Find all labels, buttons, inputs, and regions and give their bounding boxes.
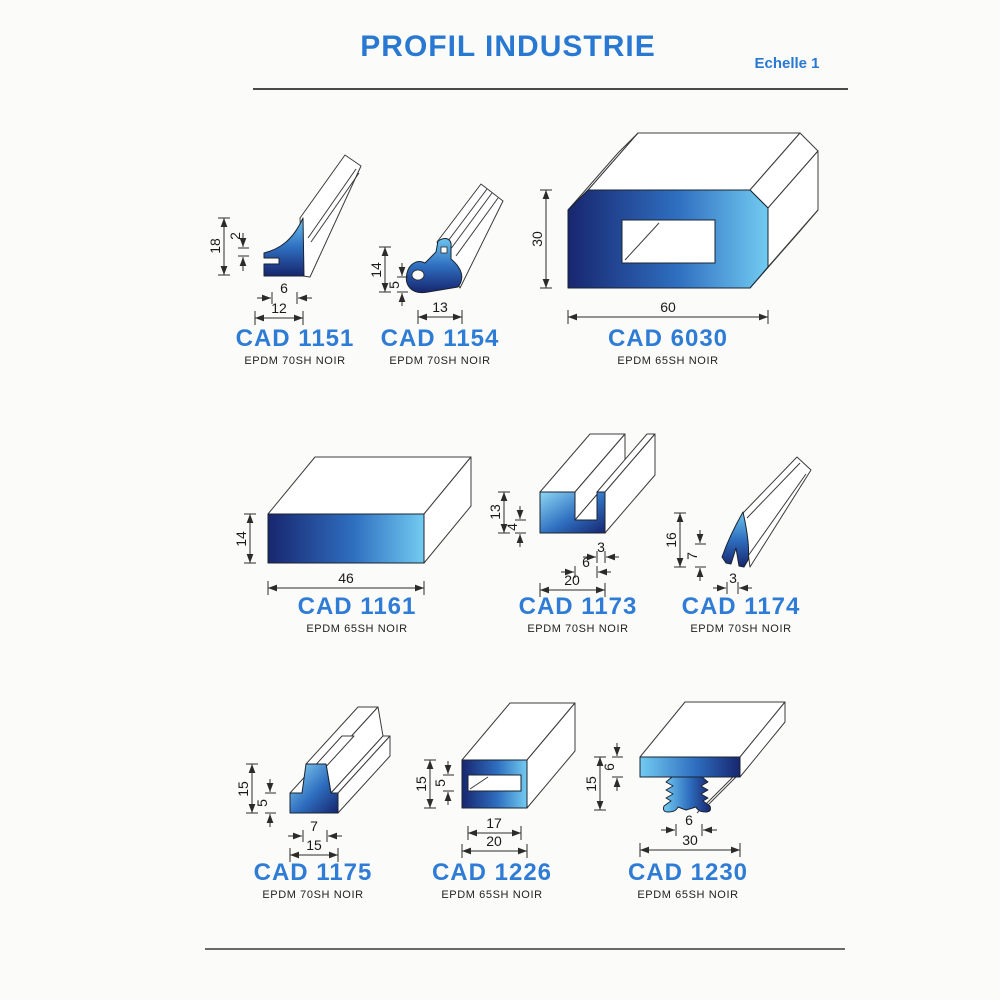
svg-text:12: 12: [271, 300, 287, 316]
dim-5: [432, 761, 454, 805]
dim-3: [713, 570, 752, 594]
svg-text:17: 17: [486, 815, 502, 831]
dim-7: [684, 530, 706, 581]
profile-material: EPDM 70SH NOIR: [244, 355, 346, 367]
profile-cad1161-drawing: [233, 457, 471, 595]
svg-text:3: 3: [597, 539, 605, 555]
svg-text:18: 18: [207, 238, 223, 254]
profile-material: EPDM 70SH NOIR: [527, 623, 629, 635]
svg-text:7: 7: [310, 818, 318, 834]
svg-text:6: 6: [685, 812, 693, 828]
profile-code: CAD 1154: [380, 325, 500, 352]
profile-cad6030-drawing: [529, 133, 818, 324]
dim-30: [529, 190, 552, 288]
svg-text:6: 6: [601, 763, 617, 771]
profile-label-cad1230: [628, 859, 748, 901]
profile-code: CAD 6030: [607, 325, 729, 352]
svg-text:7: 7: [684, 552, 700, 560]
profile-cad1151-drawing: [207, 155, 361, 325]
profile-code: CAD 1226: [431, 859, 553, 886]
head-notch: [441, 247, 447, 253]
front-face: [268, 514, 424, 563]
profile-label-cad1154: [381, 325, 500, 367]
profile-code: CAD 1175: [253, 859, 373, 886]
svg-text:5: 5: [386, 281, 402, 289]
svg-text:20: 20: [564, 572, 580, 588]
svg-text:15: 15: [306, 837, 322, 853]
profile-material: EPDM 65SH NOIR: [441, 889, 543, 901]
svg-text:5: 5: [432, 779, 448, 787]
svg-text:46: 46: [338, 570, 354, 586]
profile-code: CAD 1174: [681, 593, 801, 620]
dim-6-vertical: [601, 743, 623, 791]
profile-label-cad6030: [608, 325, 728, 367]
svg-text:15: 15: [235, 781, 251, 797]
svg-text:3: 3: [729, 570, 737, 586]
dim-14: [233, 514, 256, 563]
profile-material: EPDM 65SH NOIR: [306, 623, 408, 635]
profile-label-cad1175: [254, 859, 373, 901]
svg-text:6: 6: [280, 280, 288, 296]
svg-text:13: 13: [432, 299, 448, 315]
profile-code: CAD 1173: [518, 593, 638, 620]
profile-label-cad1173: [519, 593, 638, 635]
ribbed-stem: [664, 777, 711, 812]
dim-4: [504, 506, 526, 547]
dim-30: [640, 832, 740, 857]
profile-label-cad1226: [432, 859, 552, 901]
profile-material: EPDM 65SH NOIR: [637, 889, 739, 901]
profile-material: EPDM 70SH NOIR: [262, 889, 364, 901]
dim-5: [386, 263, 408, 306]
svg-text:30: 30: [682, 832, 698, 848]
svg-text:13: 13: [487, 504, 503, 520]
scale-label: Echelle 1: [754, 55, 820, 72]
profile-cad1175-drawing: [235, 707, 390, 862]
dim-46: [268, 570, 424, 595]
svg-text:14: 14: [233, 531, 249, 547]
profile-code: CAD 1161: [297, 593, 417, 620]
profile-code: CAD 1151: [235, 325, 355, 352]
profile-cad1230-drawing: [583, 702, 785, 857]
dim-60: [568, 299, 768, 324]
svg-text:16: 16: [663, 532, 679, 548]
profile-cad1226-drawing: [413, 703, 575, 858]
dim-13: [418, 299, 462, 324]
profile-code: CAD 1230: [627, 859, 749, 886]
svg-text:20: 20: [486, 833, 502, 849]
profile-cad1174-drawing: [663, 457, 811, 594]
front-face: [264, 218, 304, 276]
profile-cad1154-drawing: [368, 184, 503, 324]
svg-text:15: 15: [413, 776, 429, 792]
dim-18: [207, 218, 230, 275]
profile-material: EPDM 70SH NOIR: [389, 355, 491, 367]
svg-text:4: 4: [504, 523, 520, 531]
page-title: PROFIL INDUSTRIE: [360, 30, 656, 63]
dim-12: [255, 300, 303, 325]
svg-text:6: 6: [582, 554, 590, 570]
profile-label-cad1161: [298, 593, 417, 635]
svg-text:30: 30: [529, 231, 545, 247]
dim-20: [462, 833, 527, 858]
hole: [622, 220, 715, 263]
dim-5: [254, 779, 276, 827]
svg-text:60: 60: [660, 299, 676, 315]
front-face: [722, 512, 749, 567]
profile-label-cad1174: [682, 593, 801, 635]
curl-opening: [412, 270, 424, 280]
profile-label-cad1151: [236, 325, 355, 367]
dim-2: [227, 232, 249, 271]
profile-cad1173-drawing: [487, 434, 655, 597]
profile-material: EPDM 70SH NOIR: [690, 623, 792, 635]
svg-text:15: 15: [583, 776, 599, 792]
svg-text:14: 14: [368, 262, 384, 278]
profile-material: EPDM 65SH NOIR: [617, 355, 719, 367]
extrusion-body: [300, 155, 361, 277]
svg-text:5: 5: [254, 799, 270, 807]
slab-front-face: [640, 757, 740, 777]
hole: [468, 775, 521, 791]
dim-16: [663, 513, 686, 567]
svg-text:2: 2: [227, 232, 243, 240]
